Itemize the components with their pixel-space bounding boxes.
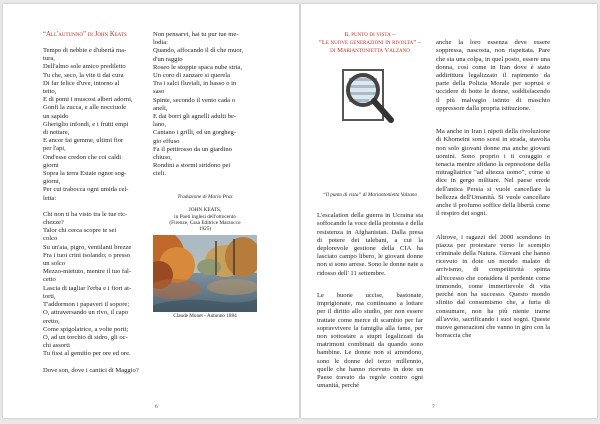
poem-stanza-3: Dove son, dove i cantici di Maggio? [43, 366, 139, 374]
heading-line-2: “Le nuove generazioni in rivolta” – [318, 39, 422, 47]
paragraph: L'escalation della guerra in Ucraina sta soffocando la voce della protesta e della resistenza in Afghanistan. Dalla presa di potere dei talebani, a cui la deplorevole gestione della CIA ha lasciato campo libero, le giovani donne non si sono arrese. Sono le donne nate a ridosso dell' 11 settembre. [317, 212, 423, 277]
poem-stanza-2: Chi non ti ha visto tra le tue ric- chezze? Talor chi cerca scopre te sei colco Su un'aia, pigro, ventilanti brezze Fra i tuoi crini isolando; o presso un solco Mezzo-mietuto, mentre il tuo fal- cetto Lascia di tagliar l'erba e i fiori at- torti, T'addormon i papaveri il sopore; O, attraversando un rivo, il capo eretto, Come spigolatrice, a volte porti; O, ad un torchio di sidro, gli oc- chi assorti Tu fissi al gemitìo per ore ed ore. [43, 210, 132, 358]
poem-column-1 [43, 31, 139, 383]
paragraph: anche la loro essenza deve essere soppressa, nascosta, non rispettata. Pare che sia una colpa, in quel posto, essere una donna, così come in Iran dove è stato addirittura legalizzato il rapimento da parte della Polizia Morale per soprusi e uccidere di botte le donne, soddisfacendo il più malvagio istinto di maschio oppressore dalla propria istituzione. [436, 39, 550, 112]
monet-painting [153, 235, 257, 312]
poem-title: “All'autunno” di John Keats [43, 31, 127, 38]
paragraph: Altrove, i ragazzi del 2000 scendono in piazza per protestare verso le scempio criminale della Natura. Giovani che hanno ricevuto in dote un mondo malato di arrivismo, di competitività spinta all'eccesso che considera il perdente come immondo, come immeritevole di vita perché non ha successo. Questo mondo sfinito dal consumismo che, a furia di consumare, non ha più niente trarne all'avvio, sacrificando i suoi sogni. Queste nuove generazioni che vanno in giro con la borraccia che [436, 233, 550, 340]
source-credit: JOHN KEATS, in Poeti inglesi dell'ottocento (Firenze, Casa Editrice Marzocco 1925) [169, 207, 241, 233]
article-column-1 [317, 31, 423, 56]
translator-credit: Traduzione di Mario Praz [177, 194, 233, 201]
icon-caption: “Il punto di vista” di Mariantonietta Valzano [322, 192, 418, 198]
poem-credit [153, 188, 257, 239]
article-body-1 [317, 204, 423, 405]
article-heading [317, 31, 423, 56]
page-number-left: 6 [155, 404, 158, 410]
painting-caption: Claude Monet - Autunno 1884 [173, 313, 237, 319]
heading-line-1: Il punto di vista – [344, 31, 396, 38]
book-spread [3, 4, 597, 418]
article-column-2 [436, 31, 550, 356]
paragraph: Le buone uccise, bastonate, imprigionate, ma continuano a lottare per il diritto allo studio, per non essere trattate come merce di scambio per far sopravvivere la famiglia alla fame, per non sottostare a stupri legalizzati da matrimoni combinati da quando sono bambine. Le donne non si arrendono, sono le donne del terzo millennio, quelle che hanno ricevuto in dote un Paese travato da regole contro ogni umanità, perché [317, 292, 423, 390]
poem-stanza-4: Non pensarvi, hai tu pur tue me- lodia: Quando, affocando il dì che muor, d'un raggio Roseo le stoppie spaca nube stria, Un coro di zanzare si querela Tra i salci fluviali, in basso o in saso Spinte, secondo il vento cada o aneli, E dai borri gli agnelli adulti be- lano, Cantano i grilli, ed un gorgheg- gio effuso Fa il pettirosso da un giardino chiuso, Rondini a stormi stridono pei cieli. [153, 31, 244, 178]
page-number-right: 7 [432, 404, 435, 410]
right-page [301, 4, 597, 418]
left-page [3, 4, 299, 418]
poem-stanza-1: Tempo di nebbie e d'ubertà ma- tura, Dell'almo sole amico prediletto Tu che, seco, la vite ti dai cura Di far felice d'uve, intorno al tetto, E di pomi i muscosi alberi adorni, Gonfi la zucca, e alle nocciuole un sapido Gheriglio infondi, e i frutti empi di nettare, E ancor fai gemme, ultimi fior per l'api, Ond'esse credon che coi caldi giorni Sopra la terra Estate ognor sog- giorni, Per cui trabocca ogni umida cel- letta: [43, 47, 133, 202]
paragraph: Ma anche in Iran i nipoti della rivoluzione di Khomeini sono scesi in strada, stavolta non solo giovani donne ma anche giovani uomini. Sono proprio i ti coraggio e tenacia mentre sfidano la repressione della mitragliatrice "ad altezza uomo", come si dice in gergo militare. Nel paese erede dell'antica Persia si vuole cancellare la bellezza dell'Umanità. Si vuole cancellare anche il profumo soffice della libertà come il respiro dei sogni. [436, 128, 550, 218]
poem-column-2 [153, 31, 257, 187]
heading-line-3: di Mariantonietta Valzano [330, 47, 410, 55]
magnifier-document-icon [333, 66, 397, 126]
